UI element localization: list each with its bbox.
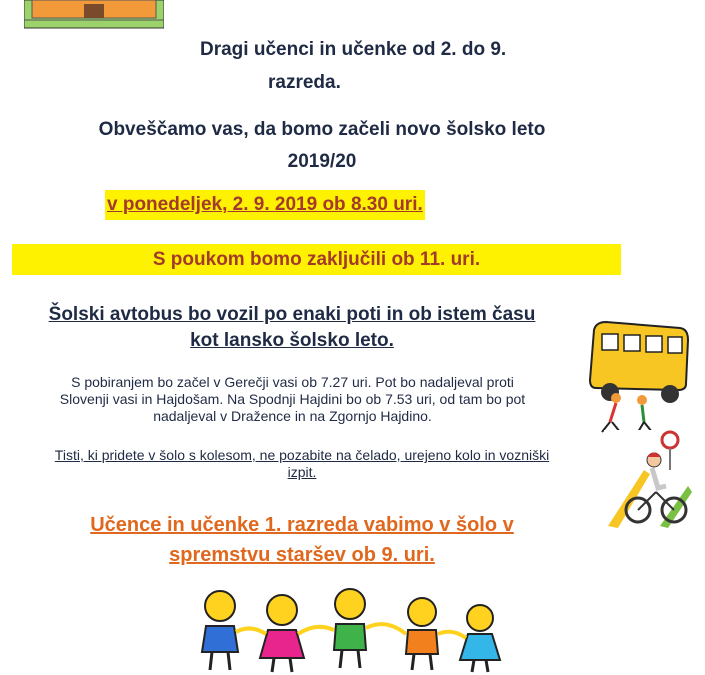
greeting-line-2: razreda. xyxy=(268,72,341,93)
announcement xyxy=(22,114,622,178)
greeting xyxy=(200,33,620,99)
first-grade-line-2: spremstvu staršev ob 9. uri. xyxy=(169,544,435,566)
bike-note-line-2: izpit. xyxy=(287,464,317,480)
children-holding-hands-image xyxy=(190,588,505,675)
bike-note xyxy=(12,447,592,481)
bus-title-line-1: Šolski avtobus bo vozil po enaki poti in ob istem času xyxy=(48,304,536,325)
bus-title xyxy=(12,302,572,354)
bike-note-line-1: Tisti, ki pridete v šolo s kolesom, ne pozabite na čelado, urejeno kolo in vozniški xyxy=(54,447,550,463)
first-grade-invitation xyxy=(22,510,582,570)
cyclist-image xyxy=(604,430,694,530)
route-line-3: nadaljeval v Dražence in na Zgornjo Hajdino. xyxy=(153,408,432,424)
bus-route xyxy=(20,374,565,425)
end-time: S poukom bomo zaključili ob 11. uri. xyxy=(152,249,481,270)
route-line-2: Slovenji vasi in Hajdošam. Na Spodnji Hajdini bo ob 7.53 uri, od tam bo pot xyxy=(59,391,526,407)
school-house-image xyxy=(24,0,164,30)
route-line-1: S pobiranjem bo začel v Gerečji vasi ob 7.27 uri. Pot bo nadaljeval proti xyxy=(71,374,514,390)
announcement-line-2: 2019/20 xyxy=(287,151,357,172)
greeting-line-1: Dragi učenci in učenke od 2. do 9. xyxy=(200,39,507,60)
bus-title-line-2: kot lansko šolsko leto. xyxy=(190,330,394,351)
first-grade-line-1: Učence in učenke 1. razreda vabimo v šolo v xyxy=(90,514,514,536)
announcement-line-1: Obveščamo vas, da bomo začeli novo šolsko leto xyxy=(98,119,546,140)
start-date: v ponedeljek, 2. 9. 2019 ob 8.30 uri. xyxy=(105,190,425,220)
school-bus-image xyxy=(582,318,692,436)
